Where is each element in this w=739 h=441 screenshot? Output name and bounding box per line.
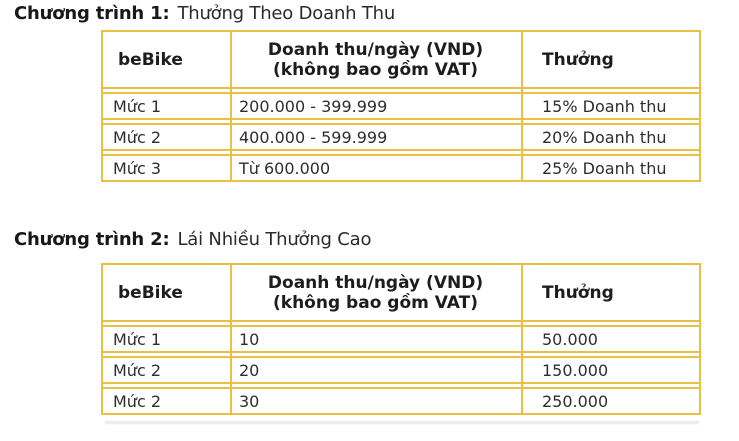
table-row (101, 325, 701, 353)
cell-revenue: 10 (239, 329, 260, 349)
program-1-title-colon: : (162, 3, 170, 24)
cell-level: Mức 1 (113, 329, 162, 349)
cell-revenue: 200.000 - 399.999 (239, 96, 388, 116)
table-border-left (101, 263, 103, 415)
header-revenue-line1: Doanh thu/ngày (VND) (267, 272, 484, 293)
header-cell-bonus: Thưởng (542, 282, 614, 303)
header-cell-bonus: Thưởng (542, 49, 614, 70)
program-2-title-prefix: Chương trình 2 (14, 229, 163, 250)
header-cell-revenue (230, 265, 521, 320)
cell-bonus: 25% Doanh thu (542, 158, 667, 178)
header-cell-bebike: beBike (118, 282, 183, 303)
cell-revenue: 20 (239, 360, 260, 380)
header-cell-bebike: beBike (118, 49, 183, 70)
cell-revenue: Từ 600.000 (239, 158, 331, 178)
header-revenue-line2: (không bao gồm VAT) (273, 59, 478, 80)
program-2-title-main: Lái Nhiều Thưởng Cao (177, 229, 372, 250)
table-row (101, 356, 701, 384)
header-revenue-line2: (không bao gồm VAT) (273, 292, 478, 313)
program-1-title-prefix: Chương trình 1 (14, 3, 163, 24)
table-header-row (101, 263, 701, 322)
program-2-title (14, 229, 371, 250)
column-divider (230, 30, 232, 182)
cell-bonus: 250.000 (542, 391, 609, 411)
faint-divider-artifact (105, 421, 699, 424)
header-cell-revenue (230, 32, 521, 87)
cell-level: Mức 1 (113, 96, 162, 116)
cell-level: Mức 2 (113, 360, 162, 380)
table-row (101, 123, 701, 151)
cell-bonus: 50.000 (542, 329, 598, 349)
program-1-table (101, 30, 701, 182)
cell-level: Mức 3 (113, 158, 162, 178)
cell-level: Mức 2 (113, 127, 162, 147)
table-border-left (101, 30, 103, 182)
cell-revenue: 30 (239, 391, 260, 411)
cell-level: Mức 2 (113, 391, 162, 411)
table-header-row (101, 30, 701, 89)
table-border-right (699, 263, 701, 415)
cell-revenue: 400.000 - 599.999 (239, 127, 388, 147)
table-row (101, 154, 701, 182)
column-divider (521, 263, 523, 415)
table-row (101, 92, 701, 120)
column-divider (230, 263, 232, 415)
program-1-title-main: Thưởng Theo Doanh Thu (177, 3, 396, 24)
program-1-title (14, 3, 395, 24)
table-row (101, 387, 701, 415)
header-revenue-line1: Doanh thu/ngày (VND) (267, 39, 484, 60)
cell-bonus: 20% Doanh thu (542, 127, 667, 147)
cell-bonus: 15% Doanh thu (542, 96, 667, 116)
table-border-right (699, 30, 701, 182)
program-2-table (101, 263, 701, 415)
column-divider (521, 30, 523, 182)
cell-bonus: 150.000 (542, 360, 609, 380)
program-2-title-colon: : (162, 229, 170, 250)
